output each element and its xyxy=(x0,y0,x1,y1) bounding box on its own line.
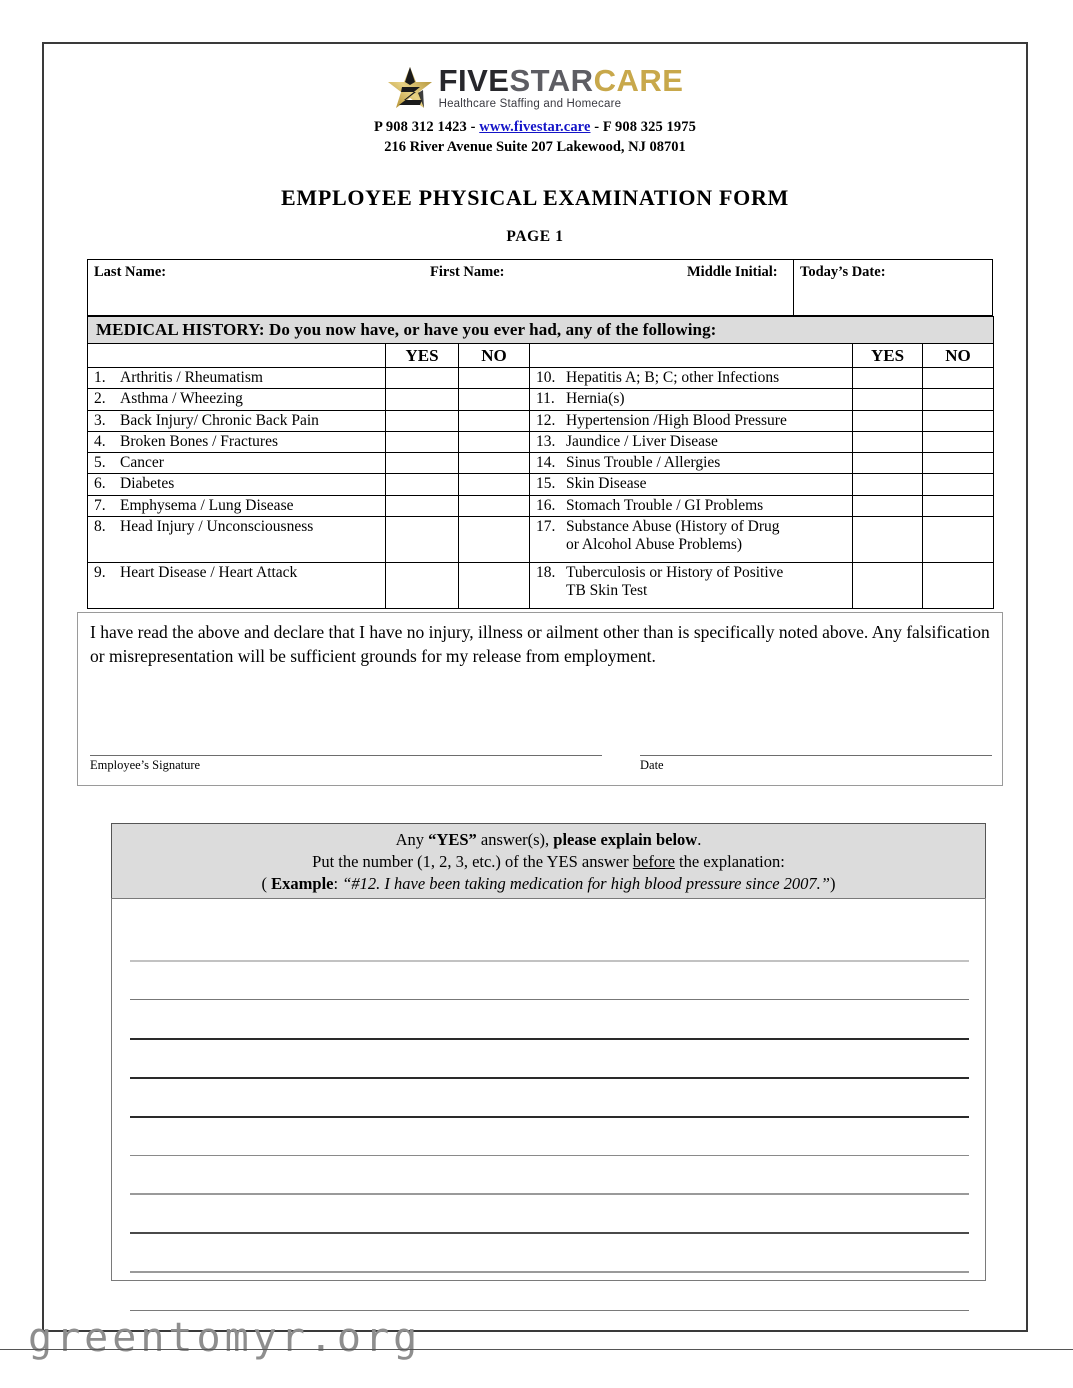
condition-number-7: 7. xyxy=(94,496,106,514)
no-checkbox-2[interactable] xyxy=(459,389,530,410)
condition-text-12: Hypertension /High Blood Pressure xyxy=(566,411,787,429)
todays-date-label: Today’s Date: xyxy=(800,264,886,280)
condition-text-3: Back Injury/ Chronic Back Pain xyxy=(120,411,319,429)
declaration-text: I have read the above and declare that I have no injury, illness or ailment other than is specifically noted above. Any falsification or misrepresentation will be sufficient grounds for my release from employment. xyxy=(90,622,990,666)
yes-checkbox-1[interactable] xyxy=(386,368,459,389)
condition-text-11: Hernia(s) xyxy=(566,390,625,408)
no-checkbox-12[interactable] xyxy=(923,410,994,431)
yes-checkbox-4[interactable] xyxy=(386,431,459,452)
condition-label-16 xyxy=(530,495,853,516)
page-title: EMPLOYEE PHYSICAL EXAMINATION FORM xyxy=(280,185,790,210)
first-name-field[interactable] xyxy=(424,260,681,315)
signature-date-field[interactable] xyxy=(640,755,992,773)
contact-phone-line xyxy=(44,119,1026,136)
no-checkbox-11[interactable] xyxy=(923,389,994,410)
no-checkbox-6[interactable] xyxy=(459,474,530,495)
explain-3c: : xyxy=(333,873,343,893)
table-row xyxy=(88,431,994,452)
condition-number-16: 16. xyxy=(536,496,556,514)
condition-text-7: Emphysema / Lung Disease xyxy=(120,496,294,514)
no-checkbox-7[interactable] xyxy=(459,495,530,516)
yes-checkbox-9[interactable] xyxy=(386,562,459,608)
condition-number-5: 5. xyxy=(94,454,106,472)
brand-name-part3: CARE xyxy=(593,63,684,99)
condition-label-4 xyxy=(88,431,386,452)
condition-text-5: Cancer xyxy=(120,454,164,472)
answer-rule-1[interactable] xyxy=(130,960,969,962)
brand-name-part2: STAR xyxy=(509,63,594,99)
condition-number-2: 2. xyxy=(94,390,106,408)
explain-2b: before xyxy=(632,851,675,871)
right-no-header: NO xyxy=(923,344,994,368)
answer-rule-9[interactable] xyxy=(130,1271,969,1273)
condition-number-1: 1. xyxy=(94,369,106,386)
left-condition-header xyxy=(88,344,386,368)
answer-rule-3[interactable] xyxy=(130,1038,969,1040)
explain-3b: Example xyxy=(271,873,334,893)
condition-label-13 xyxy=(530,431,853,452)
condition-text-13: Jaundice / Liver Disease xyxy=(566,432,718,450)
explain-3e: ) xyxy=(829,873,836,893)
condition-label-10 xyxy=(530,368,853,389)
company-logo xyxy=(44,63,1026,111)
explain-2a: Put the number (1, 2, 3, etc.) of the YES answer xyxy=(312,851,633,871)
page-number-label: PAGE 1 xyxy=(506,228,564,245)
condition-number-18: 18. xyxy=(536,563,556,581)
explanation-line-3 xyxy=(118,873,979,895)
right-condition-header xyxy=(530,344,853,368)
yes-checkbox-16[interactable] xyxy=(853,495,923,516)
condition-label-7 xyxy=(88,495,386,516)
contact-address-line: 216 River Avenue Suite 207 Lakewood, NJ 08701 xyxy=(384,139,686,155)
last-name-field[interactable] xyxy=(88,260,424,315)
yes-checkbox-18[interactable] xyxy=(853,562,923,608)
explanation-answer-area[interactable] xyxy=(111,898,986,1281)
condition-number-9: 9. xyxy=(94,563,106,581)
condition-text-10: Hepatitis A; B; C; other Infections xyxy=(566,369,780,386)
condition-number-11: 11. xyxy=(536,390,555,408)
table-row xyxy=(88,389,994,410)
condition-number-15: 15. xyxy=(536,475,556,493)
condition-text-2: Asthma / Wheezing xyxy=(120,390,243,408)
table-row xyxy=(88,474,994,495)
yes-checkbox-11[interactable] xyxy=(853,389,923,410)
medical-history-banner: MEDICAL HISTORY: Do you now have, or have you ever had, any of the following: xyxy=(88,317,994,344)
condition-text-9: Heart Disease / Heart Attack xyxy=(120,563,298,581)
no-checkbox-4[interactable] xyxy=(459,431,530,452)
medical-history-table xyxy=(87,316,994,609)
page-frame xyxy=(42,42,1028,1332)
condition-number-12: 12. xyxy=(536,411,556,429)
yes-checkbox-10[interactable] xyxy=(853,368,923,389)
condition-text-17: Substance Abuse (History of Drug xyxy=(566,517,780,535)
explain-3a: ( xyxy=(261,873,272,893)
explain-1a: Any xyxy=(395,830,429,849)
condition-text-15: Skin Disease xyxy=(566,475,647,493)
answer-rule-4[interactable] xyxy=(130,1077,969,1079)
explain-2c: the explanation: xyxy=(674,851,785,871)
website-link[interactable]: www.fivestar.care xyxy=(479,119,591,135)
no-checkbox-15[interactable] xyxy=(923,474,994,495)
answer-rule-5[interactable] xyxy=(130,1116,969,1118)
no-checkbox-3[interactable] xyxy=(459,410,530,431)
phone-text: P 908 312 1423 - xyxy=(374,119,480,135)
yes-checkbox-6[interactable] xyxy=(386,474,459,495)
declaration-box xyxy=(77,612,1003,786)
condition-label-5 xyxy=(88,453,386,474)
five-star-logo-icon xyxy=(387,66,433,110)
explanation-instructions xyxy=(111,823,986,901)
fax-text: - F 908 325 1975 xyxy=(590,119,696,135)
condition-label-2 xyxy=(88,389,386,410)
condition-number-6: 6. xyxy=(94,475,106,493)
no-checkbox-16[interactable] xyxy=(923,495,994,516)
explain-1e: . xyxy=(697,830,702,849)
condition-text-16: Stomach Trouble / GI Problems xyxy=(566,496,764,514)
yes-checkbox-2[interactable] xyxy=(386,389,459,410)
answer-rule-7[interactable] xyxy=(130,1193,969,1195)
right-yes-header: YES xyxy=(853,344,923,368)
condition-number-17: 17. xyxy=(536,517,556,535)
condition-number-13: 13. xyxy=(536,432,556,450)
yes-checkbox-17[interactable] xyxy=(853,516,923,562)
condition-label-9 xyxy=(88,562,386,608)
answer-rule-6[interactable] xyxy=(130,1155,969,1156)
condition-number-14: 14. xyxy=(536,454,556,472)
name-bar xyxy=(87,259,993,316)
yes-checkbox-15[interactable] xyxy=(853,474,923,495)
condition-number-10: 10. xyxy=(536,369,556,386)
condition-label-6 xyxy=(88,474,386,495)
table-row xyxy=(88,410,994,431)
condition-label-14 xyxy=(530,453,853,474)
left-yes-header: YES xyxy=(386,344,459,368)
table-row xyxy=(88,453,994,474)
condition-text-18-cont: TB Skin Test xyxy=(566,582,648,600)
answer-rule-10[interactable] xyxy=(130,1310,969,1311)
yes-checkbox-12[interactable] xyxy=(853,410,923,431)
employee-signature-label: Employee’s Signature xyxy=(90,758,201,772)
condition-text-1: Arthritis / Rheumatism xyxy=(120,369,263,386)
condition-text-18: Tuberculosis or History of Positive xyxy=(566,563,784,581)
condition-number-4: 4. xyxy=(94,432,106,450)
table-row xyxy=(88,516,994,562)
condition-text-6: Diabetes xyxy=(120,475,175,493)
yes-checkbox-14[interactable] xyxy=(853,453,923,474)
signature-row xyxy=(90,755,992,773)
yes-checkbox-8[interactable] xyxy=(386,516,459,562)
left-no-header: NO xyxy=(459,344,530,368)
no-checkbox-10[interactable] xyxy=(923,368,994,389)
signature-date-label: Date xyxy=(640,758,664,772)
yes-checkbox-13[interactable] xyxy=(853,431,923,452)
condition-label-1 xyxy=(88,368,386,389)
last-name-label: Last Name: xyxy=(94,264,167,280)
explanation-line-2 xyxy=(118,851,979,873)
brand-tagline: Healthcare Staffing and Homecare xyxy=(438,98,622,111)
table-row xyxy=(88,562,994,608)
medical-history-header-row xyxy=(88,344,994,368)
answer-rule-2[interactable] xyxy=(130,999,969,1000)
condition-label-8 xyxy=(88,516,386,562)
explanation-line-1 xyxy=(118,829,979,851)
first-name-label: First Name: xyxy=(430,264,505,280)
brand-name-part1: FIVE xyxy=(438,63,510,99)
letterhead xyxy=(44,63,1026,156)
condition-text-17-cont: or Alcohol Abuse Problems) xyxy=(566,536,743,554)
condition-label-12 xyxy=(530,410,853,431)
no-checkbox-9[interactable] xyxy=(459,562,530,608)
explain-1b: “YES” xyxy=(428,830,477,849)
site-watermark: greentomyr.org xyxy=(28,1315,422,1361)
condition-label-3 xyxy=(88,410,386,431)
medical-history-banner-row xyxy=(88,317,994,344)
explain-3d: “#12. I have been taking medication for high blood pressure since 2007.” xyxy=(342,873,830,893)
table-row xyxy=(88,495,994,516)
explain-1d: please explain below xyxy=(553,830,698,849)
condition-text-4: Broken Bones / Fractures xyxy=(120,432,278,450)
condition-text-8: Head Injury / Unconsciousness xyxy=(120,517,314,535)
table-row xyxy=(88,368,994,389)
yes-checkbox-3[interactable] xyxy=(386,410,459,431)
no-checkbox-5[interactable] xyxy=(459,453,530,474)
no-checkbox-14[interactable] xyxy=(923,453,994,474)
no-checkbox-13[interactable] xyxy=(923,431,994,452)
middle-initial-field[interactable] xyxy=(681,260,794,315)
condition-number-8: 8. xyxy=(94,517,106,535)
explain-1c: answer(s), xyxy=(476,830,554,849)
no-checkbox-17[interactable] xyxy=(923,516,994,562)
yes-checkbox-5[interactable] xyxy=(386,453,459,474)
condition-number-3: 3. xyxy=(94,411,106,429)
answer-rule-8[interactable] xyxy=(130,1232,969,1234)
yes-checkbox-7[interactable] xyxy=(386,495,459,516)
no-checkbox-8[interactable] xyxy=(459,516,530,562)
condition-text-14: Sinus Trouble / Allergies xyxy=(566,454,721,472)
watermark-rule xyxy=(0,1349,1073,1350)
condition-label-11 xyxy=(530,389,853,410)
no-checkbox-18[interactable] xyxy=(923,562,994,608)
todays-date-field[interactable] xyxy=(794,260,991,315)
condition-label-17 xyxy=(530,516,853,562)
condition-label-15 xyxy=(530,474,853,495)
employee-signature-field[interactable] xyxy=(90,755,602,773)
condition-label-18 xyxy=(530,562,853,608)
no-checkbox-1[interactable] xyxy=(459,368,530,389)
middle-initial-label: Middle Initial: xyxy=(687,264,778,280)
